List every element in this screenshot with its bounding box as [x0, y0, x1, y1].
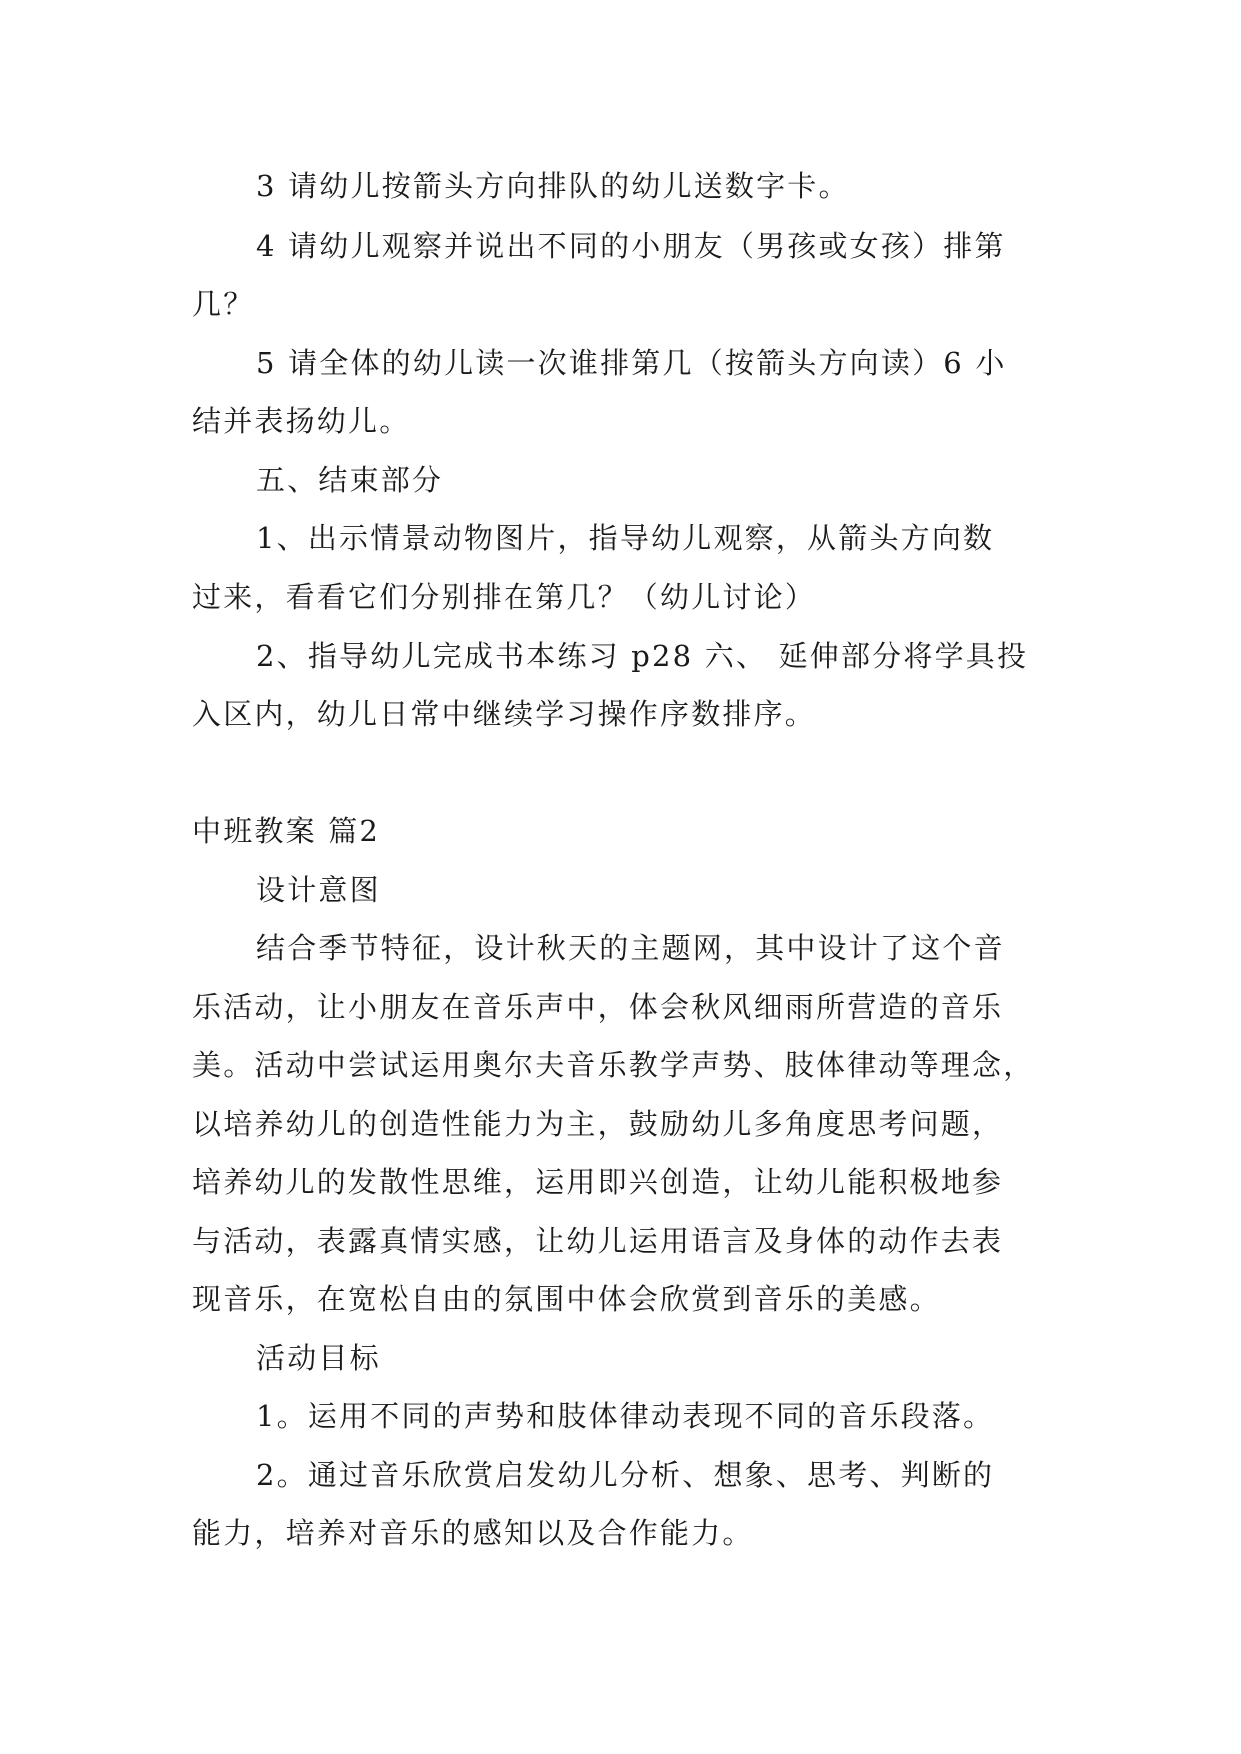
paragraph-ending-1-line-2: 过来，看看它们分别排在第几？（幼儿讨论）	[192, 580, 817, 614]
paragraph-design-line-6: 与活动，表露真情实感，让幼儿运用语言及身体的动作去表	[192, 1224, 1004, 1258]
paragraph-goal-2-line-2: 能力，培养对音乐的感知以及合作能力。	[192, 1516, 754, 1550]
paragraph-ending-2-line-1: 2、指导幼儿完成书本练习 p28 六、 延伸部分将学具投	[256, 639, 1029, 673]
paragraph-ending-1-line-1: 1、出示情景动物图片，指导幼儿观察，从箭头方向数	[256, 521, 995, 555]
paragraph-step-4-line-1: 4 请幼儿观察并说出不同的小朋友（男孩或女孩）排第	[256, 229, 1006, 263]
section-heading-goals: 活动目标	[256, 1341, 381, 1375]
paragraph-design-line-1: 结合季节特征，设计秋天的主题网，其中设计了这个音	[256, 931, 1005, 965]
paragraph-step-3: 3 请幼儿按箭头方向排队的幼儿送数字卡。	[256, 169, 850, 203]
paragraph-design-line-5: 培养幼儿的发散性思维，运用即兴创造，让幼儿能积极地参	[192, 1165, 1004, 1199]
paragraph-design-line-3: 美。活动中尝试运用奥尔夫音乐教学声势、肢体律动等理念，	[192, 1048, 1035, 1082]
section-heading-ending: 五、结束部分	[256, 463, 444, 497]
paragraph-step-4-line-2: 几？	[192, 287, 255, 321]
paragraph-goal-2-line-1: 2。通过音乐欣赏启发幼儿分析、想象、思考、判断的	[256, 1458, 995, 1492]
paragraph-goal-1: 1。运用不同的声势和肢体律动表现不同的音乐段落。	[256, 1399, 995, 1433]
paragraph-ending-2-line-2: 入区内，幼儿日常中继续学习操作序数排序。	[192, 697, 817, 731]
paragraph-design-line-4: 以培养幼儿的创造性能力为主，鼓励幼儿多角度思考问题，	[192, 1107, 1004, 1141]
paragraph-design-line-7: 现音乐，在宽松自由的氛围中体会欣赏到音乐的美感。	[192, 1282, 941, 1316]
article-title: 中班教案 篇2	[192, 814, 381, 848]
paragraph-step-5-line-1: 5 请全体的幼儿读一次谁排第几（按箭头方向读）6 小	[256, 346, 1007, 380]
section-heading-design-intent: 设计意图	[256, 873, 381, 907]
paragraph-design-line-2: 乐活动，让小朋友在音乐声中，体会秋风细雨所营造的音乐	[192, 990, 1004, 1024]
paragraph-step-5-line-2: 结并表扬幼儿。	[192, 404, 411, 438]
